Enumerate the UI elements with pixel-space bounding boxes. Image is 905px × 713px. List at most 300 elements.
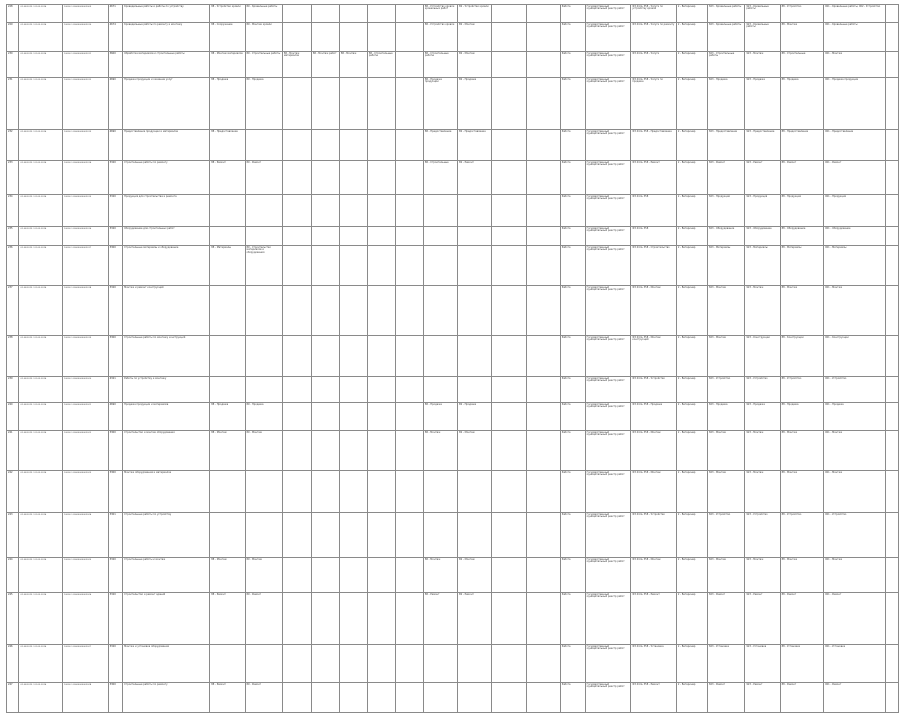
cell-code: 10000 / 00000000002022 [63,431,109,471]
cell-c6 [210,513,245,558]
cell-goods: Предоставление продукции и материалов [123,130,210,161]
cell-c15 [492,431,526,471]
cell-c16 [526,403,560,431]
cell-c24: 001 - Продукция [824,195,886,227]
cell-code: 10000 / 00000000002012 [63,78,109,130]
cell-c11 [367,377,395,403]
cell-c20: 2 - Ветеринар [676,195,707,227]
cell-c13 [423,377,457,403]
cell-c20: 2 - Ветеринар [676,683,707,713]
cell-c7 [245,377,282,403]
table-row [7,286,899,336]
cell-c10 [339,246,367,286]
cell-c22: 923 - Монтаж [745,286,780,336]
cell-c11 [367,23,395,52]
cell-c14: В2 - Ремонт [458,593,492,645]
cell-date: 01.08.2015 / 01.05.2016 [19,645,63,683]
cell-c24: 001 - Конструкции [824,336,886,377]
table-row [7,471,899,513]
cell-c15 [492,377,526,403]
cell-c23: 88 - Предоставление [780,130,824,161]
cell-blank [886,403,899,431]
cell-c14: В2 - Монтаж [458,431,492,471]
cell-c22: 923 - Устройство [745,377,780,403]
cell-c23: 88 - Материалы [780,246,824,286]
cell-date: 01.08.2015 / 01.05.2016 [19,5,63,23]
cell-c22: 923 - Монтаж [745,558,780,593]
cell-c8 [282,377,311,403]
cell-c14: В2 - Монтаж [458,23,492,52]
cell-c7 [245,513,282,558]
cell-c19: ФЗ 44 № 358 - Устройство [631,377,677,403]
cell-c20: 2 - Ветеринар [676,431,707,471]
cell-c7: 89 - Продажа [245,403,282,431]
cell-c16 [526,558,560,593]
cell-c21: 823 - Материалы [708,246,745,286]
cell-c17: Работа [560,5,585,23]
cell-c18: Государственный муниципальный реестр работ [585,246,631,286]
cell-c7: 89 - Монтаж [245,431,282,471]
cell-c7: 89 - Ремонт [245,593,282,645]
cell-okved: 3300 [108,431,123,471]
cell-c22: 923 - Монтаж [745,431,780,471]
cell-c16 [526,130,560,161]
cell-date: 01.08.2015 / 01.05.2016 [19,336,63,377]
cell-c14 [458,645,492,683]
cell-c13 [423,195,457,227]
cell-c12 [395,130,423,161]
cell-no: 240 [7,403,19,431]
cell-c22: 923 - Продажа [745,403,780,431]
cell-c6: 88 - Материалы [210,246,245,286]
cell-c24: 001 - Устройство [824,513,886,558]
cell-c10 [339,513,367,558]
cell-c10: 88 - Монтаж [339,52,367,78]
cell-c23: 88 - Устройство [780,513,824,558]
cell-c13 [423,336,457,377]
cell-c24: 001 - Установка [824,645,886,683]
cell-date: 01.08.2015 / 01.05.2016 [19,246,63,286]
cell-c11 [367,593,395,645]
cell-c19: ФЗ 44 № 358 - Предоставление [631,130,677,161]
cell-c18: Государственный муниципальный реестр работ [585,336,631,377]
cell-c16 [526,683,560,713]
cell-c22: 923 - Ремонт [745,161,780,195]
cell-c8 [282,23,311,52]
cell-c21: 823 - Монтаж [708,471,745,513]
cell-c11: 88 - Строительные работы [367,52,395,78]
cell-c21: 823 - Монтаж [708,286,745,336]
cell-blank [886,336,899,377]
cell-c22: 923 - Кровельные работы [745,5,780,23]
cell-c6 [210,227,245,246]
cell-c23: 88 - Оборудование [780,227,824,246]
cell-c16 [526,377,560,403]
cell-date: 01.08.2015 / 01.05.2016 [19,161,63,195]
cell-c12 [395,377,423,403]
cell-no: 246 [7,645,19,683]
cell-c23: 88 - Продажа [780,78,824,130]
cell-c9 [311,431,339,471]
cell-no: 242 [7,471,19,513]
cell-no: 247 [7,683,19,713]
cell-date: 01.08.2015 / 01.05.2016 [19,683,63,713]
cell-c6: 88 - Продажа [210,403,245,431]
cell-c10 [339,471,367,513]
cell-c8 [282,471,311,513]
cell-code: 10000 / 00000000002010 [63,23,109,52]
cell-c24: 001 - Монтаж [824,52,886,78]
cell-c18: Государственный муниципальный реестр работ [585,5,631,23]
cell-c11 [367,558,395,593]
cell-c11 [367,431,395,471]
cell-code: 10000 / 00000000002023 [63,471,109,513]
cell-c19: ФЗ 44 № 358 - Услуги по устройству кровли [631,5,677,23]
cell-c15 [492,286,526,336]
cell-okved: 3320 [108,286,123,336]
cell-c14 [458,683,492,713]
cell-c12 [395,403,423,431]
table-row [7,161,899,195]
cell-c16 [526,161,560,195]
cell-code: 10000 / 00000000002009 [63,5,109,23]
cell-c23: 88 - Установка [780,645,824,683]
cell-no: 244 [7,558,19,593]
table-row [7,336,899,377]
cell-c10 [339,431,367,471]
cell-c19: ФЗ 44 № 358 - Устройство [631,513,677,558]
cell-c8 [282,161,311,195]
cell-c11 [367,683,395,713]
cell-c21: 823 - Ремонт [708,683,745,713]
cell-c16 [526,52,560,78]
cell-no: 239 [7,377,19,403]
cell-c18: Государственный муниципальный реестр работ [585,130,631,161]
cell-okved: 3320 [108,227,123,246]
cell-c9 [311,23,339,52]
cell-c16 [526,5,560,23]
cell-c21: 823 - Продукция [708,195,745,227]
cell-c22: 923 - Продажа [745,78,780,130]
cell-c24: 001 - Ремонт [824,683,886,713]
cell-c6: 88 - Продажа [210,78,245,130]
cell-c19: ФЗ 44 № 358 - Монтаж [631,286,677,336]
cell-c19: ФЗ 44 № 358 [631,227,677,246]
cell-goods: Монтаж и установка оборудования [123,645,210,683]
cell-c6: 88 - Ремонт [210,593,245,645]
cell-okved: 3300 [108,336,123,377]
cell-c24: 001 - Оборудование [824,227,886,246]
cell-c6 [210,377,245,403]
cell-c19: ФЗ 44 № 358 - Ремонт [631,593,677,645]
cell-okved: 3300 [108,246,123,286]
cell-goods: Строительные работы по ремонту [123,161,210,195]
cell-c17: Работа [560,558,585,593]
cell-okved: 4690 [108,130,123,161]
cell-c21: 823 - Продажа [708,78,745,130]
register-table [6,4,899,713]
cell-code: 10000 / 00000000002027 [63,645,109,683]
table-row [7,5,899,23]
cell-c20: 2 - Ветеринар [676,558,707,593]
cell-c7 [245,130,282,161]
cell-c20: 2 - Ветеринар [676,78,707,130]
cell-c18: Государственный муниципальный реестр работ [585,558,631,593]
cell-blank [886,23,899,52]
cell-date: 01.08.2015 / 01.05.2016 [19,227,63,246]
cell-c18: Государственный муниципальный реестр работ [585,52,631,78]
cell-date: 01.08.2015 / 01.05.2016 [19,471,63,513]
cell-code: 10000 / 00000000002024 [63,513,109,558]
cell-c16 [526,78,560,130]
cell-c12 [395,246,423,286]
cell-c24: 001 - Монтаж [824,471,886,513]
cell-c12 [395,431,423,471]
cell-goods: Строительство и ремонт зданий [123,593,210,645]
cell-c17: Работа [560,645,585,683]
cell-c13: 88 - Устройство кровли [423,23,457,52]
cell-c10 [339,286,367,336]
cell-c9 [311,403,339,431]
cell-c24: 001 - Предоставление [824,130,886,161]
cell-goods: Работы по устройству и монтажу [123,377,210,403]
cell-c8 [282,227,311,246]
cell-c21: 823 - Продажа [708,403,745,431]
cell-c20: 2 - Ветеринар [676,130,707,161]
cell-c19: ФЗ 44 № 358 - Услуги по продаже [631,78,677,130]
cell-blank [886,227,899,246]
cell-c14: В2 - Устройство кровли [458,5,492,23]
cell-c9 [311,5,339,23]
cell-c22: 923 - Установка [745,645,780,683]
cell-c18: Государственный муниципальный реестр работ [585,78,631,130]
cell-c23: 88 - Устройство [780,377,824,403]
cell-c16 [526,195,560,227]
cell-c9 [311,195,339,227]
cell-date: 01.08.2015 / 01.05.2016 [19,513,63,558]
cell-c17: Работа [560,227,585,246]
cell-c8 [282,645,311,683]
cell-c15 [492,593,526,645]
table-row [7,513,899,558]
cell-c9 [311,593,339,645]
cell-c14: В2 - Продажа [458,78,492,130]
cell-c10 [339,336,367,377]
cell-c18: Государственный муниципальный реестр работ [585,195,631,227]
table-row [7,78,899,130]
cell-c13 [423,683,457,713]
cell-c17: Работа [560,52,585,78]
cell-c19: ФЗ 44 № 358 [631,195,677,227]
cell-c21: 823 - Предоставление [708,130,745,161]
cell-c9 [311,558,339,593]
cell-c20: 2 - Ветеринар [676,246,707,286]
cell-c8 [282,403,311,431]
cell-c8 [282,593,311,645]
cell-c12 [395,5,423,23]
cell-c11 [367,78,395,130]
cell-c18: Государственный муниципальный реестр работ [585,431,631,471]
table-row [7,683,899,713]
cell-c22: 923 - Монтаж [745,471,780,513]
cell-blank [886,377,899,403]
cell-c15 [492,23,526,52]
cell-goods: Продукция для строительства и ремонта [123,195,210,227]
cell-goods: Монтаж оборудования и материалов [123,471,210,513]
cell-blank [886,471,899,513]
cell-c11 [367,246,395,286]
cell-c23: 88 - Устройство [780,5,824,23]
cell-code: 10000 / 00000000002016 [63,227,109,246]
cell-okved: 3320 [108,161,123,195]
cell-c13: 88 - Строительные работы [423,52,457,78]
cell-c13: 88 - Продажа продукции [423,78,457,130]
cell-c11 [367,471,395,513]
cell-c17: Работа [560,246,585,286]
cell-c10 [339,403,367,431]
cell-c20: 2 - Ветеринар [676,403,707,431]
cell-c24: 001 - Продажа [824,403,886,431]
cell-goods: Строительные материалы и оборудование [123,246,210,286]
cell-c12 [395,227,423,246]
cell-date: 01.08.2015 / 01.05.2016 [19,431,63,471]
cell-c6: 88 - Монтаж [210,431,245,471]
cell-c21: 823 - Монтаж [708,431,745,471]
cell-no: 237 [7,286,19,336]
cell-c14: В2 - Монтаж [458,558,492,593]
cell-c11 [367,161,395,195]
cell-c22: 923 - Продукция [745,195,780,227]
cell-no: 245 [7,593,19,645]
cell-c9 [311,246,339,286]
cell-c8 [282,78,311,130]
cell-c12 [395,161,423,195]
cell-c13: 88 - Ремонт [423,593,457,645]
cell-c9 [311,78,339,130]
cell-okved: 3320 [108,593,123,645]
table-row [7,403,899,431]
cell-no: 232 [7,130,19,161]
cell-c19: ФЗ 44 № 358 - Строительство [631,246,677,286]
cell-blank [886,593,899,645]
table-row [7,645,899,683]
cell-c16 [526,645,560,683]
cell-c6: 88 - Монтаж [210,558,245,593]
cell-c9 [311,336,339,377]
table-row [7,377,899,403]
cell-c7 [245,471,282,513]
cell-date: 01.08.2015 / 01.05.2016 [19,558,63,593]
cell-c6: 88 - Сооружение [210,23,245,52]
cell-blank [886,645,899,683]
cell-c9 [311,286,339,336]
cell-c6: 88 - Устройство кровли [210,5,245,23]
cell-c17: Работа [560,593,585,645]
cell-c7 [245,336,282,377]
cell-c13: 88 - Монтаж [423,558,457,593]
cell-c17: Работа [560,23,585,52]
cell-c12 [395,593,423,645]
cell-c8 [282,336,311,377]
cell-okved: 4671 [108,5,123,23]
cell-c13 [423,286,457,336]
cell-c16 [526,336,560,377]
cell-c20: 2 - Ветеринар [676,513,707,558]
cell-c14 [458,377,492,403]
cell-c11 [367,645,395,683]
cell-c24: 001 - Продажа продукции [824,78,886,130]
cell-c24: 001 - Монтаж [824,286,886,336]
cell-code: 10000 / 00000000002015 [63,195,109,227]
cell-c23: 88 - Ремонт [780,593,824,645]
cell-blank [886,78,899,130]
cell-c7: 89 - Монтаж [245,558,282,593]
cell-c7 [245,195,282,227]
cell-c14: В2 - Ремонт [458,161,492,195]
cell-blank [886,683,899,713]
cell-okved: 3300 [108,683,123,713]
cell-c6 [210,336,245,377]
cell-okved: 3300 [108,471,123,513]
cell-c23: 88 - Монтаж [780,431,824,471]
register-rows [7,5,899,713]
cell-code: 10000 / 00000000002026 [63,593,109,645]
cell-c17: Работа [560,513,585,558]
cell-c22: 923 - Материалы [745,246,780,286]
cell-c9 [311,645,339,683]
cell-c17: Работа [560,286,585,336]
cell-c12 [395,336,423,377]
cell-c21: 823 - Ремонт [708,161,745,195]
cell-okved: 4321 [108,377,123,403]
cell-c17: Работа [560,161,585,195]
cell-c24: 001 - Ремонт [824,593,886,645]
cell-c13 [423,227,457,246]
cell-c8 [282,195,311,227]
cell-no: 235 [7,227,19,246]
cell-date: 01.08.2015 / 01.05.2016 [19,130,63,161]
cell-c7: 89 - Продажа [245,78,282,130]
cell-code: 10000 / 00000000002013 [63,130,109,161]
cell-c13 [423,246,457,286]
cell-c6: 88 - Ремонт [210,683,245,713]
cell-no: 241 [7,431,19,471]
cell-c19: ФЗ 44 № 358 - Продажа [631,403,677,431]
cell-no: 233 [7,161,19,195]
cell-c13: 88 - Устройство кровли кровельных работ [423,5,457,23]
cell-c18: Государственный муниципальный реестр работ [585,286,631,336]
cell-c21: 823 - Монтаж [708,336,745,377]
cell-c7: 89 - Строительные работы [245,52,282,78]
cell-c20: 2 - Ветеринар [676,227,707,246]
cell-c21: 823 - Ремонт [708,593,745,645]
cell-c8 [282,513,311,558]
cell-c7 [245,645,282,683]
cell-c6 [210,471,245,513]
cell-goods: Строительные работы по ремонту [123,683,210,713]
cell-c15 [492,558,526,593]
cell-c23: 88 - Монтаж [780,558,824,593]
cell-c12 [395,558,423,593]
cell-no: 228 [7,5,19,23]
cell-c8 [282,246,311,286]
cell-c7: 89 - Строительство материалов и оборудования [245,246,282,286]
cell-goods: Строительство и монтаж оборудования [123,431,210,471]
cell-c10 [339,558,367,593]
cell-c20: 2 - Ветеринар [676,377,707,403]
cell-goods: Кроведельные работы и работы по устройству [123,5,210,23]
cell-c23: 88 - Конструкции [780,336,824,377]
